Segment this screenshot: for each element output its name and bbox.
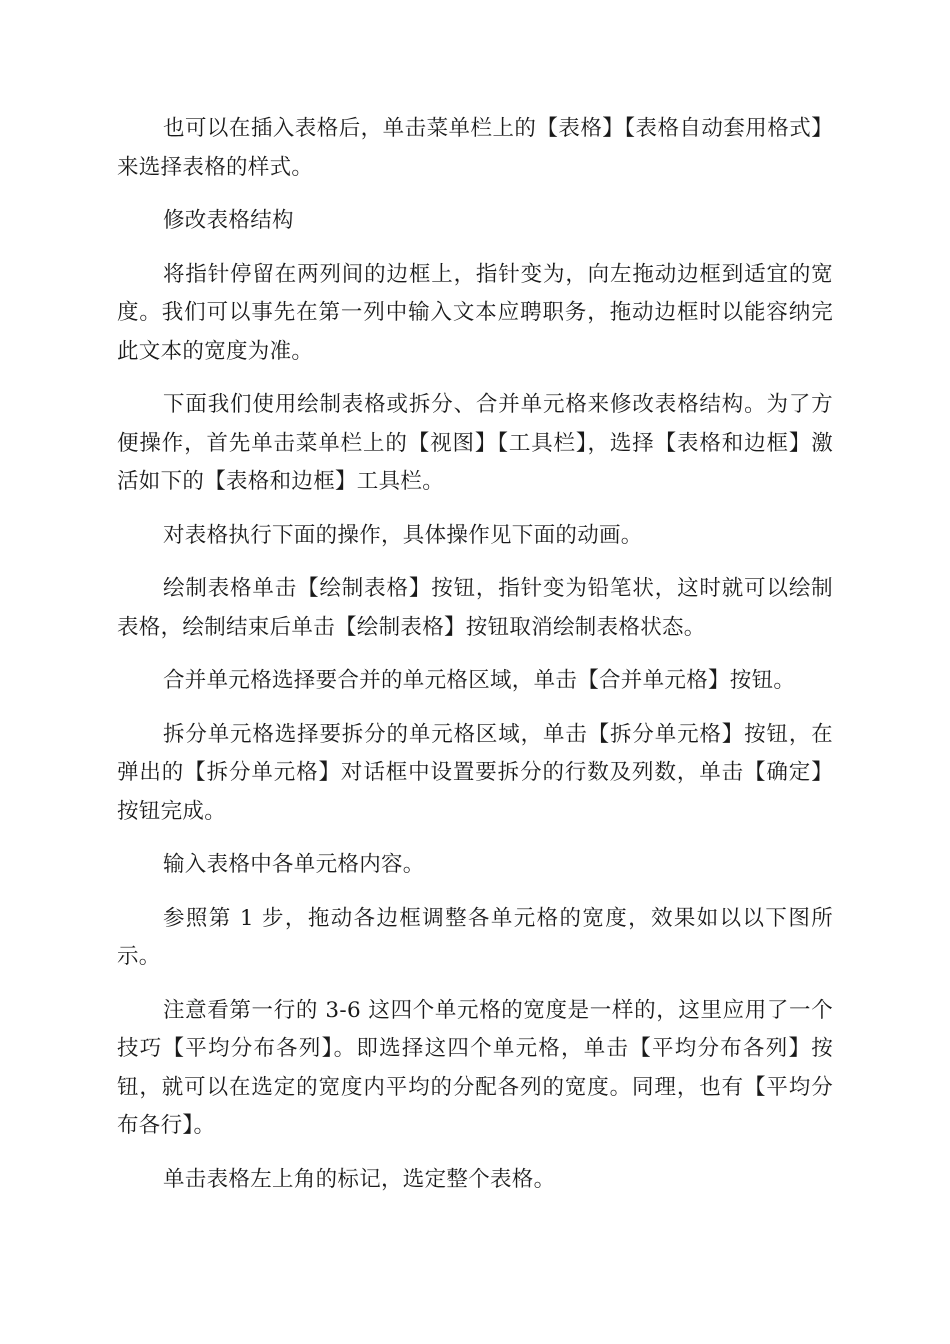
paragraph-merge-cells: 合并单元格选择要合并的单元格区域，单击【合并单元格】按钮。 bbox=[163, 668, 796, 693]
paragraph-adjust-width: 参照第 1 步，拖动各边框调整各单元格的宽度，效果如以以下图所示。 bbox=[117, 905, 833, 969]
paragraph-distribute-columns: 注意看第一行的 3-6 这四个单元格的宽度是一样的，这里应用了一个技巧【平均分布各列】。即选择这四个单元格，单击【平均分布各列】按钮，就可以在选定的宽度内平均的分配各列的宽度。同理，也有【平均分布各行】。 bbox=[117, 997, 833, 1138]
paragraph-split-cells: 拆分单元格选择要拆分的单元格区域，单击【拆分单元格】按钮，在弹出的【拆分单元格】对话框中设置要拆分的行数及列数，单击【确定】按钮完成。 bbox=[117, 721, 833, 824]
paragraph-operations-intro: 对表格执行下面的操作，具体操作见下面的动画。 bbox=[163, 522, 643, 548]
paragraph-autoformat: 也可以在插入表格后，单击菜单栏上的【表格】【表格自动套用格式】来选择表格的样式。 bbox=[117, 116, 833, 180]
paragraph-toolbar: 下面我们使用绘制表格或拆分、合并单元格来修改表格结构。为了方便操作，首先单击菜单栏上的【视图】【工具栏】，选择【表格和边框】激活如下的【表格和边框】工具栏。 bbox=[117, 392, 833, 494]
paragraph-input-content: 输入表格中各单元格内容。 bbox=[163, 852, 425, 877]
paragraph-heading-modify-structure: 修改表格结构 bbox=[163, 208, 294, 233]
paragraph-select-table: 单击表格左上角的标记，选定整个表格。 bbox=[163, 1166, 556, 1192]
paragraph-draw-table: 绘制表格单击【绘制表格】按钮，指针变为铅笔状，这时就可以绘制表格，绘制结束后单击【绘制表格】按钮取消绘制表格状态。 bbox=[117, 576, 833, 640]
paragraph-drag-border: 将指针停留在两列间的边框上，指针变为，向左拖动边框到适宜的宽度。我们可以事先在第一列中输入文本应聘职务，拖动边框时以能容纳完此文本的宽度为准。 bbox=[117, 261, 833, 364]
